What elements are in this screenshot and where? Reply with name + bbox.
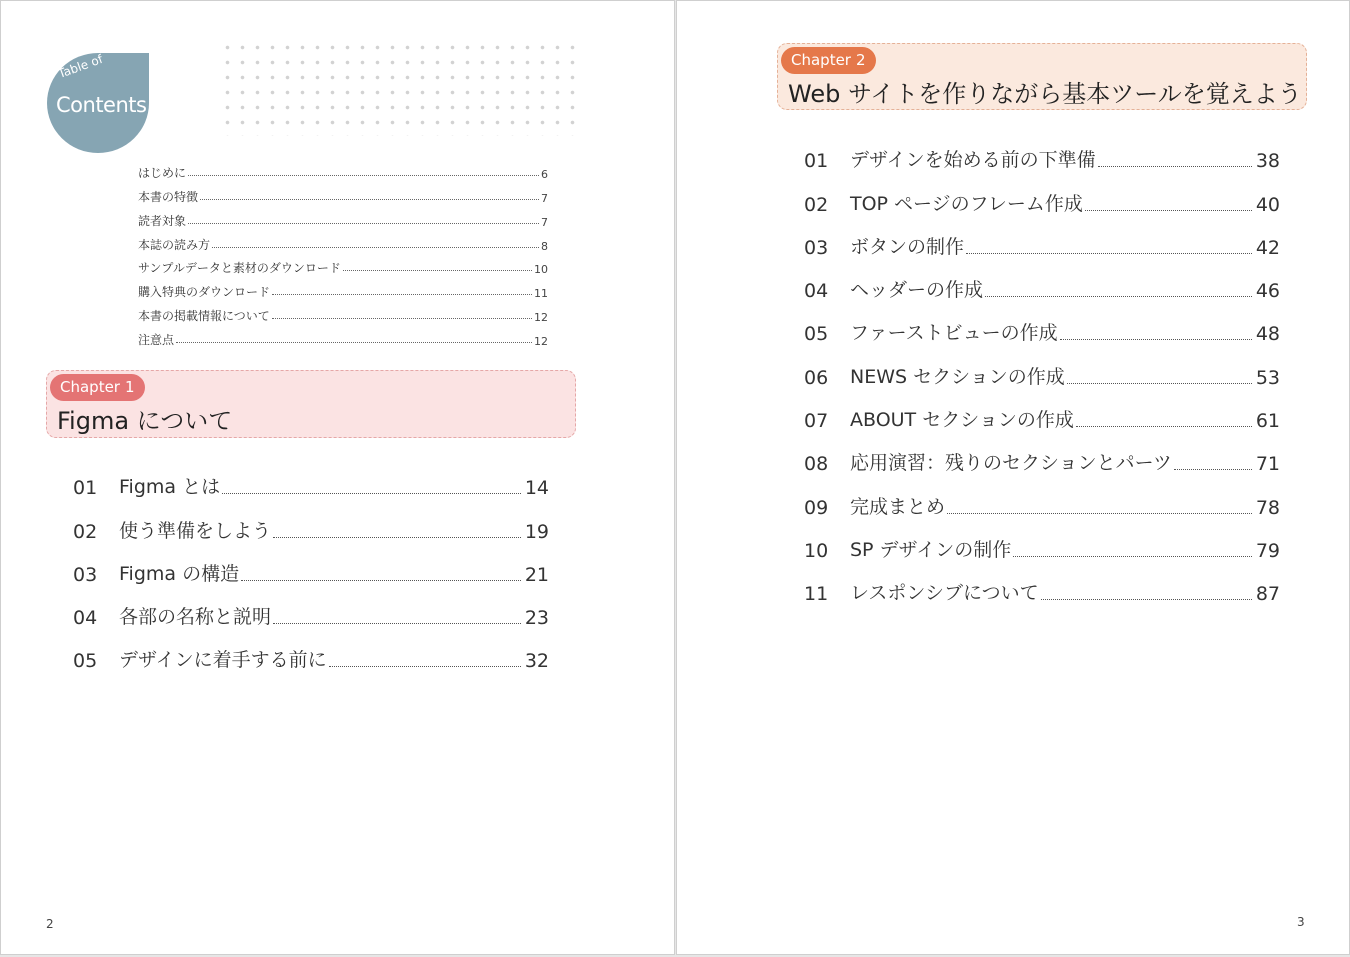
intro-item-label: 本書の掲載情報について [138, 309, 270, 324]
intro-item-label: 本誌の読み方 [138, 237, 211, 252]
toc-entry-number: 04 [804, 280, 829, 303]
toc-entry-number: 03 [73, 563, 98, 586]
toc-entry[interactable] [73, 629, 549, 672]
toc-entry-label: デザインに着手する前に [119, 649, 327, 672]
dot-leader [188, 223, 539, 224]
toc-entry-number: 09 [804, 496, 829, 519]
toc-entry-label: NEWS セクションの作成 [850, 365, 1065, 388]
dot-leader [1013, 556, 1252, 557]
toc-entry-label: 応用演習：残りのセクションとパーツ [850, 452, 1172, 475]
intro-item-label: 購入特典のダウンロード [138, 285, 271, 300]
intro-item[interactable] [138, 229, 548, 253]
chapter-2-chip [781, 47, 876, 74]
dot-leader [176, 342, 532, 343]
intro-item-label: はじめに [138, 165, 187, 180]
dot-leader [1085, 210, 1252, 211]
chapter-chip-label: Chapter [791, 51, 851, 69]
toc-entry-label: ABOUT セクションの作成 [850, 409, 1074, 432]
chapter-1-list [73, 456, 549, 672]
chapter-1-title: Figma について [57, 407, 233, 435]
dot-leader [212, 247, 539, 248]
toc-entry-page: 87 [1255, 583, 1280, 606]
toc-entry-number: 08 [804, 453, 829, 476]
toc-entry[interactable] [804, 302, 1280, 345]
toc-entry[interactable] [804, 259, 1280, 302]
toc-entry-label: ヘッダーの作成 [850, 279, 984, 302]
toc-entry[interactable] [804, 519, 1280, 562]
chapter-1-header [46, 370, 576, 438]
dot-leader [1067, 383, 1252, 384]
chapter-chip-number: 2 [855, 51, 866, 69]
toc-entry-page: 19 [524, 520, 549, 543]
toc-entry[interactable] [73, 499, 549, 542]
dot-pattern-decoration [220, 40, 576, 136]
dot-leader [200, 199, 539, 200]
toc-entry-page: 48 [1255, 323, 1280, 346]
toc-entry[interactable] [804, 562, 1280, 605]
intro-item-page: 6 [541, 167, 548, 181]
toc-entry-page: 14 [524, 477, 549, 500]
badge-small-text: Table of [56, 51, 105, 81]
chapter-2-title: Web サイトを作りながら基本ツールを覚えよう [788, 80, 1302, 108]
intro-item-page: 12 [534, 335, 548, 349]
dot-leader [188, 175, 539, 176]
toc-entry-number: 11 [804, 583, 829, 606]
toc-entry[interactable] [804, 475, 1280, 518]
dot-leader [241, 580, 521, 581]
dot-leader [966, 253, 1252, 254]
dot-leader [1174, 469, 1252, 470]
intro-item[interactable] [138, 253, 548, 277]
toc-entry-page: 78 [1255, 496, 1280, 519]
dot-leader [1076, 426, 1252, 427]
intro-item-label: サンプルデータと素材のダウンロード [138, 261, 341, 276]
intro-item[interactable] [138, 324, 548, 348]
toc-entry-page: 79 [1255, 539, 1280, 562]
toc-entry-label: SP デザインの制作 [850, 538, 1012, 561]
right-page [676, 0, 1350, 955]
toc-entry-number: 01 [804, 150, 829, 173]
intro-item-page: 7 [541, 191, 548, 205]
page-number-left: 2 [46, 917, 54, 931]
intro-item[interactable] [138, 157, 548, 181]
intro-item-label: 注意点 [138, 333, 175, 348]
intro-item-page: 10 [534, 263, 548, 277]
intro-item-page: 11 [534, 287, 548, 301]
toc-entry-label: 完成まとめ [850, 495, 946, 518]
toc-entry-number: 02 [804, 193, 829, 216]
toc-entry[interactable] [804, 345, 1280, 388]
intro-item[interactable] [138, 300, 548, 324]
intro-item-label: 読者対象 [138, 213, 187, 228]
intro-item-page: 7 [541, 215, 548, 229]
toc-entry[interactable] [73, 456, 549, 499]
toc-entry-page: 46 [1255, 280, 1280, 303]
toc-entry-page: 42 [1255, 236, 1280, 259]
toc-entry-number: 04 [73, 607, 98, 630]
intro-item-page: 12 [534, 311, 548, 325]
toc-entry-number: 10 [804, 539, 829, 562]
toc-entry-page: 32 [524, 650, 549, 673]
left-page [0, 0, 675, 955]
toc-entry-page: 21 [524, 563, 549, 586]
page-number-right: 3 [1297, 915, 1305, 929]
toc-entry-page: 61 [1255, 410, 1280, 433]
dot-leader [1098, 166, 1252, 167]
toc-entry-label: デザインを始める前の下準備 [850, 149, 1096, 172]
dot-leader [272, 318, 532, 319]
toc-entry-label: ファーストビューの作成 [850, 322, 1058, 345]
toc-entry-page: 23 [524, 607, 549, 630]
chapter-2-header [777, 43, 1307, 110]
toc-entry[interactable] [73, 586, 549, 629]
toc-entry-number: 05 [73, 650, 98, 673]
toc-entry-label: Figma の構造 [119, 562, 240, 585]
dot-leader [329, 666, 521, 667]
table-of-contents-badge [47, 53, 149, 153]
toc-entry[interactable] [804, 432, 1280, 475]
chapter-1-chip [50, 374, 145, 401]
chapter-chip-number: 1 [124, 378, 135, 396]
dot-leader [272, 294, 532, 295]
toc-entry-number: 03 [804, 236, 829, 259]
toc-entry-page: 38 [1255, 150, 1280, 173]
toc-entry-label: 使う準備をしよう [119, 519, 272, 542]
toc-entry[interactable] [73, 543, 549, 586]
chapter-chip-label: Chapter [60, 378, 120, 396]
toc-entry[interactable] [804, 216, 1280, 259]
intro-item[interactable] [138, 205, 548, 229]
toc-entry-page: 71 [1255, 453, 1280, 476]
toc-entry-number: 05 [804, 323, 829, 346]
toc-entry[interactable] [804, 389, 1280, 432]
intro-item[interactable] [138, 181, 548, 205]
dot-leader [1041, 599, 1252, 600]
toc-entry-page: 53 [1255, 366, 1280, 389]
intro-item[interactable] [138, 276, 548, 300]
toc-entry-number: 07 [804, 410, 829, 433]
toc-entry-label: ボタンの制作 [850, 235, 965, 258]
toc-entry-label: レスポンシブについて [850, 582, 1039, 605]
dot-leader [947, 513, 1252, 514]
toc-entry-label: 各部の名称と説明 [119, 606, 272, 629]
dot-leader [343, 270, 532, 271]
dot-leader [985, 296, 1252, 297]
toc-entry-page: 40 [1255, 193, 1280, 216]
toc-entry-label: TOP ページのフレーム作成 [850, 192, 1083, 215]
dot-leader [273, 537, 521, 538]
intro-list [138, 157, 548, 348]
chapter-2-list [804, 129, 1280, 605]
toc-entry-number: 06 [804, 366, 829, 389]
toc-entry[interactable] [804, 172, 1280, 215]
dot-leader [1060, 339, 1252, 340]
dot-leader [222, 493, 521, 494]
intro-item-page: 8 [541, 239, 548, 253]
toc-entry[interactable] [804, 129, 1280, 172]
intro-item-label: 本書の特徴 [138, 189, 199, 204]
dot-leader [273, 623, 521, 624]
toc-entry-label: Figma とは [119, 476, 221, 499]
toc-entry-number: 01 [73, 477, 98, 500]
toc-entry-number: 02 [73, 520, 98, 543]
badge-big-text: Contents [56, 93, 147, 117]
